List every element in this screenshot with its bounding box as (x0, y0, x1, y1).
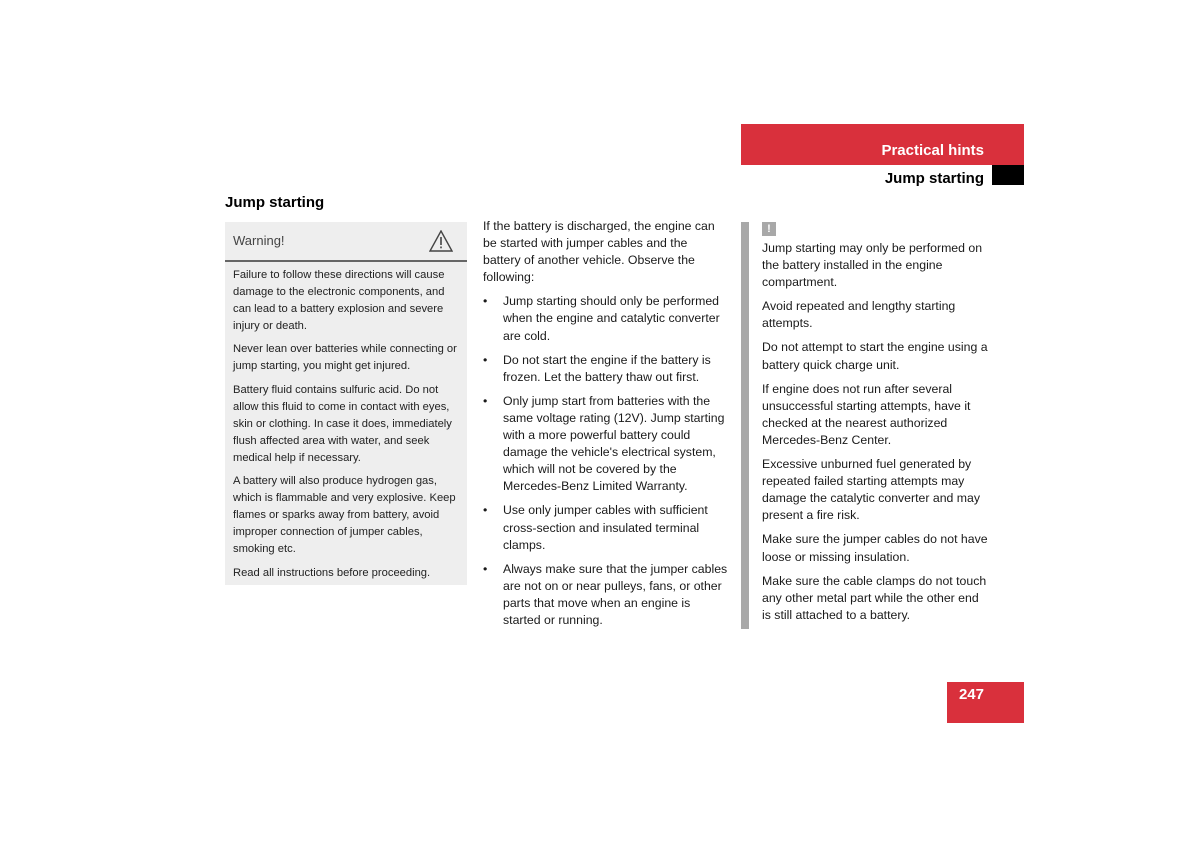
warning-body (225, 262, 467, 582)
chapter-title: Practical hints (881, 142, 984, 159)
list-item (483, 352, 728, 386)
warning-triangle-icon (429, 230, 453, 252)
note-exclamation-icon: ! (762, 222, 776, 236)
warning-paragraph: Battery fluid contains sulfuric acid. Do not allow this fluid to come in contact with eyes, skin or clothing. In case it does, immediately flush affected area with water, and seek medical help if necessary. (233, 383, 452, 464)
note-paragraph: Excessive unburned fuel generated by repeated failed starting attempts may damage the catalytic converter and may present a fire risk. (762, 457, 981, 523)
bullet-icon: • (483, 503, 488, 518)
section-marker (992, 165, 1024, 185)
bullet-icon: • (483, 352, 488, 367)
bullet-icon: • (483, 561, 488, 576)
note-paragraph: Make sure the cable clamps do not touch any other metal part while the other end is still attached to a battery. (762, 573, 987, 622)
note-paragraph: Make sure the jumper cables do not have loose or missing insulation. (762, 532, 988, 564)
main-column (483, 218, 728, 636)
section-header: Jump starting (884, 170, 984, 187)
warning-paragraph: Read all instructions before proceeding. (233, 566, 431, 579)
list-item-text: Only jump start from batteries with the same voltage rating (12V). Jump starting with a more powerful battery could damage the vehicle's electrical system, which will not be covered by the Mercedes-Benz Limited Warranty. (503, 393, 725, 494)
note-paragraph: Avoid repeated and lengthy starting attempts. (762, 299, 956, 331)
list-item (483, 502, 728, 553)
list-item-text: Jump starting should only be performed when the engine and catalytic converter are cold. (503, 294, 720, 343)
bullet-icon: • (483, 294, 488, 309)
warning-header (225, 222, 467, 262)
note-bar (741, 222, 749, 629)
warning-paragraph: Failure to follow these directions will cause damage to the electronic components, and can lead to a battery explosion and severe injury or death. (233, 269, 445, 333)
warning-paragraph: Never lean over batteries while connecting or jump starting, you might get injured. (233, 343, 457, 373)
list-item (483, 561, 728, 629)
list-item-text: Use only jumper cables with sufficient cross-section and insulated terminal clamps. (503, 503, 708, 552)
list-item (483, 293, 728, 344)
bullet-icon: • (483, 393, 488, 408)
list-item-text: Always make sure that the jumper cables are not on or near pulleys, fans, or other parts that move when an engine is started or running. (503, 561, 728, 627)
note-column (762, 240, 990, 631)
page-number: 247 (958, 686, 984, 703)
warning-paragraph: A battery will also produce hydrogen gas, which is flammable and very explosive. Keep flames or sparks away from battery, avoid improper connection of jumper cables, smoking etc. (233, 475, 456, 556)
note-paragraph: Do not attempt to start the engine using a battery quick charge unit. (762, 340, 988, 372)
note-paragraph: If engine does not run after several unsuccessful starting attempts, have it checked at the nearest authorized Mercedes-Benz Center. (762, 381, 971, 447)
warning-box (225, 222, 467, 585)
warning-title: Warning! (233, 233, 285, 248)
list-item (483, 393, 728, 496)
page-title: Jump starting (225, 194, 325, 211)
note-paragraph: Jump starting may only be performed on the battery installed in the engine compartment. (762, 241, 983, 290)
intro-paragraph: If the battery is discharged, the engine can be started with jumper cables and the battery of another vehicle. Observe the following: (483, 219, 715, 285)
instruction-list (483, 293, 728, 629)
list-item-text: Do not start the engine if the battery is frozen. Let the battery thaw out first. (503, 352, 711, 384)
